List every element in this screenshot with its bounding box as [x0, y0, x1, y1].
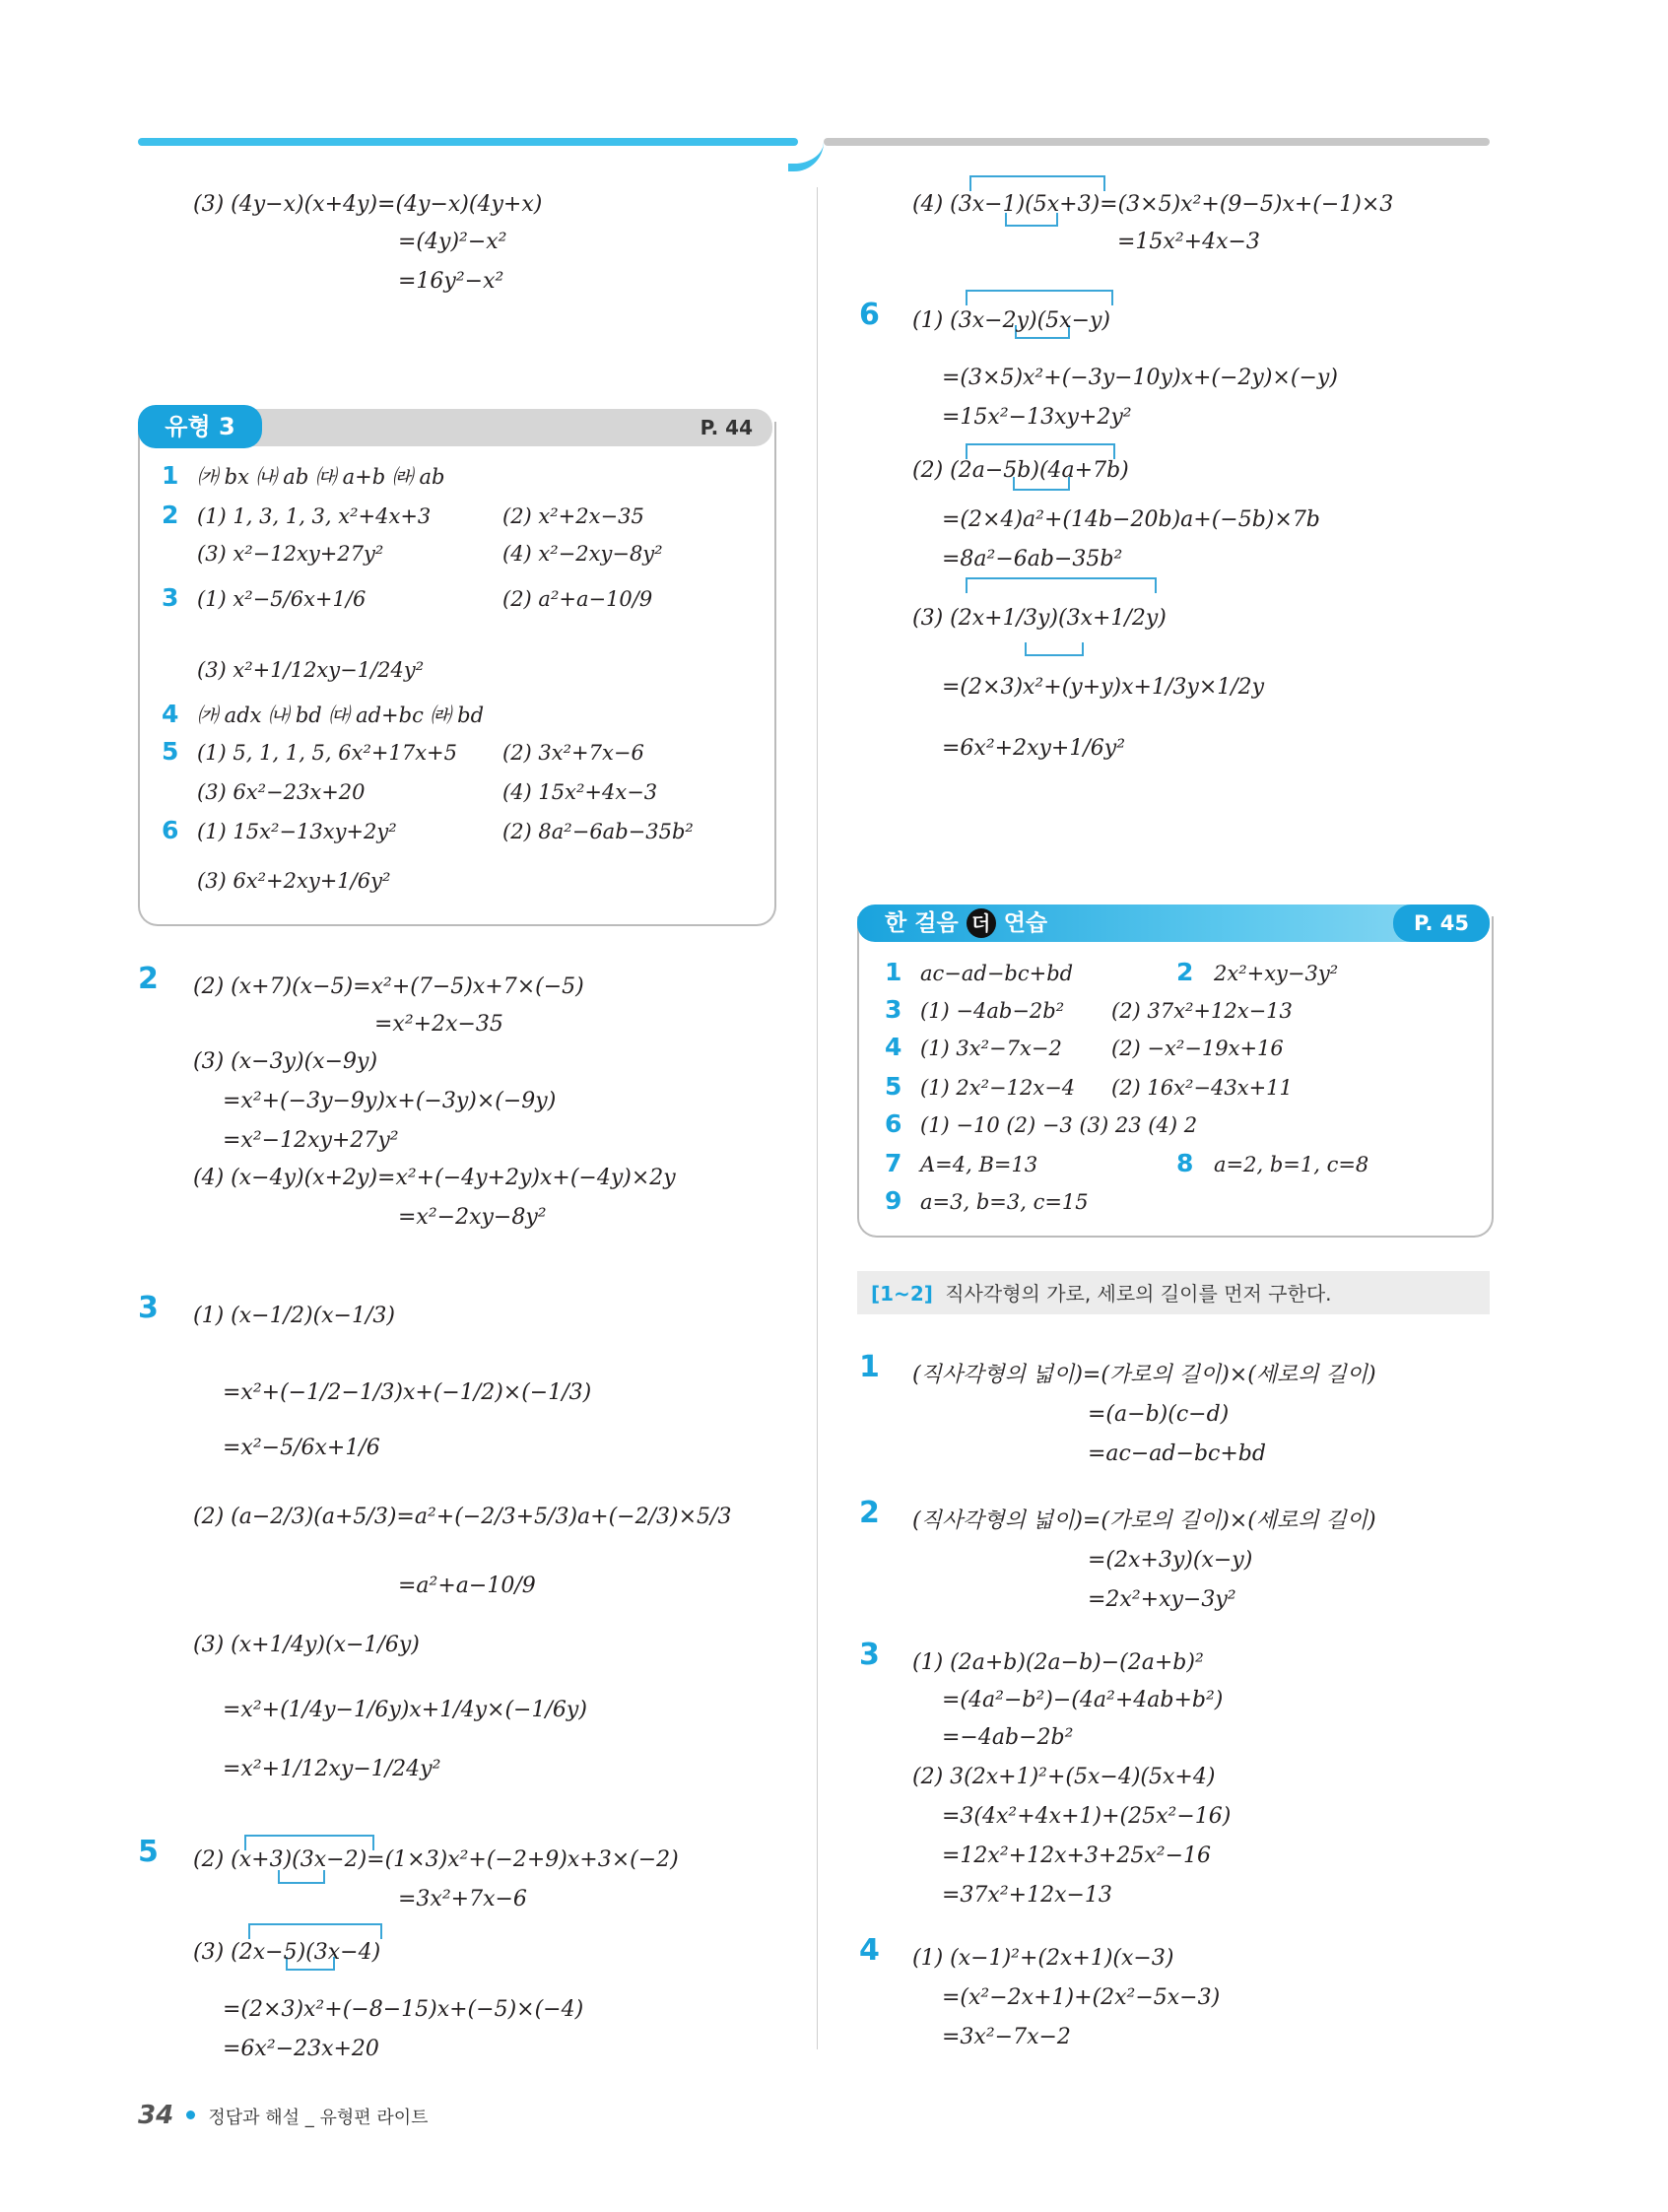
s1-line: =ac−ad−bc+bd [1088, 1441, 1266, 1466]
practice-row-answer-b: a=2, b=1, c=8 [1214, 1153, 1369, 1176]
practice-row-number: 7 [885, 1149, 902, 1177]
q5-line: (2) (x+3)(3x−2)=(1×3)x²+(−2+9)x+3×(−2) [193, 1847, 679, 1872]
r6-line: =6x²+2xy+1/6y² [942, 736, 1126, 761]
q3-line: =x²−5/6x+1/6 [223, 1436, 380, 1460]
practice-row-answer-b: 2x²+xy−3y² [1214, 962, 1339, 985]
type3-row-number: 1 [162, 461, 179, 490]
s3-line: =37x²+12x−13 [942, 1883, 1112, 1908]
left-top-line-1: (3) (4y−x)(x+4y)=(4y−x)(4y+x) [193, 192, 543, 217]
s2-line: =2x²+xy−3y² [1088, 1587, 1236, 1612]
type3-row-number: 4 [162, 700, 179, 728]
q3-line: (1) (x−1/2)(x−1/3) [193, 1304, 395, 1328]
type3-page: P. 44 [700, 416, 753, 439]
practice-row-number: 9 [885, 1186, 902, 1215]
s2-number: 2 [859, 1496, 880, 1530]
q3-line: =x²+1/12xy−1/24y² [223, 1757, 441, 1781]
r6-line: (3) (2x+1/3y)(3x+1/2y) [912, 606, 1167, 631]
s3-line: =3(4x²+4x+1)+(25x²−16) [942, 1804, 1232, 1829]
type3-row-answer-b: (2) 3x²+7x−6 [502, 741, 644, 765]
q2-line: =x²+2x−35 [374, 1012, 503, 1037]
q5-line: =(2×3)x²+(−8−15)x+(−5)×(−4) [223, 1997, 584, 2022]
practice-page: P. 45 [1393, 905, 1490, 942]
type3-page-tab [236, 409, 772, 446]
r6-line: (1) (3x−2y)(5x−y) [912, 308, 1111, 333]
s4-line: =(x²−2x+1)+(2x²−5x−3) [942, 1985, 1221, 2010]
hint-text: 직사각형의 가로, 세로의 길이를 먼저 구한다. [945, 1282, 1332, 1306]
type3-row-answer-a: (1) 15x²−13xy+2y² [197, 820, 397, 843]
type3-row-number: 3 [162, 583, 179, 612]
r6-bracket-outer [966, 290, 1113, 305]
q2-line: (4) (x−4y)(x+2y)=x²+(−4y+2y)x+(−4y)×2y [193, 1166, 676, 1190]
q2-line: =x²−12xy+27y² [223, 1128, 399, 1153]
q5-bracket-outer-2 [248, 1923, 382, 1939]
q3-line: =x²+(−1/2−1/3)x+(−1/2)×(−1/3) [223, 1380, 592, 1405]
q5-line: =6x²−23x+20 [223, 2037, 379, 2061]
s4-line: (1) (x−1)²+(2x+1)(x−3) [912, 1946, 1174, 1971]
s1-number: 1 [859, 1350, 880, 1384]
left-top-line-3: =16y²−x² [398, 269, 504, 294]
type3-label: 유형 3 [138, 405, 262, 448]
practice-row-answer-a: ac−ad−bc+bd [920, 962, 1074, 985]
r6-number: 6 [859, 298, 880, 332]
left-top-line-2: =(4y)²−x² [398, 230, 507, 254]
r6-line: =8a²−6ab−35b² [942, 547, 1123, 571]
type3-row-number: 6 [162, 816, 179, 844]
r6-line: =(3×5)x²+(−3y−10y)x+(−2y)×(−y) [942, 366, 1338, 390]
q3-line: (3) (x+1/4y)(x−1/6y) [193, 1633, 420, 1657]
practice-row-answer-b: (2) 37x²+12x−13 [1111, 999, 1293, 1023]
header-bar-right [824, 138, 1490, 146]
r6-bracket-inner-3 [1025, 642, 1084, 656]
hint-line [871, 1281, 1332, 1307]
q5-number: 5 [138, 1835, 159, 1869]
type3-row-answer-a: ㈎ adx ㈏ bd ㈐ ad+bc ㈑ bd [197, 704, 485, 727]
type3-row-answer-b: (2) 8a²−6ab−35b² [502, 820, 694, 843]
right-top-line-2: =15x²+4x−3 [1117, 230, 1260, 254]
s3-line: (1) (2a+b)(2a−b)−(2a+b)² [912, 1650, 1204, 1675]
s3-number: 3 [859, 1638, 880, 1672]
s2-line: =(2x+3y)(x−y) [1088, 1548, 1253, 1573]
practice-row-answer-a: a=3, b=3, c=15 [920, 1190, 1089, 1214]
q3-line: =a²+a−10/9 [398, 1574, 536, 1598]
type3-row-answer-a: (3) 6x²−23x+20 [197, 780, 366, 804]
practice-row-answer-a: A=4, B=13 [920, 1153, 1038, 1176]
practice-label-b: 더 [967, 908, 996, 938]
footer [138, 2101, 429, 2130]
type3-row-answer-a: (3) x²+1/12xy−1/24y² [197, 658, 425, 682]
q2-line: (3) (x−3y)(x−9y) [193, 1049, 378, 1074]
q5-line: =3x²+7x−6 [398, 1887, 527, 1911]
q2-number: 2 [138, 962, 159, 996]
practice-label [885, 905, 1047, 942]
practice-label-a: 한 걸음 [885, 910, 959, 936]
header-bar-left [138, 138, 798, 146]
s2-line: (직사각형의 넓이)=(가로의 길이)×(세로의 길이) [912, 1508, 1376, 1533]
practice-label-c: 연습 [1003, 910, 1048, 936]
type3-row-answer-a: (3) x²−12xy+27y² [197, 542, 384, 566]
practice-row-number-2: 8 [1176, 1149, 1194, 1177]
footer-text: 정답과 해설 _ 유형편 라이트 [208, 2108, 429, 2128]
r6-bracket-outer-3 [966, 577, 1157, 593]
type3-row-answer-b: (4) x²−2xy−8y² [502, 542, 663, 566]
practice-row-number: 3 [885, 995, 902, 1024]
r6-line: =15x²−13xy+2y² [942, 405, 1132, 430]
s3-line: =12x²+12x+3+25x²−16 [942, 1843, 1212, 1868]
hint-tag: [1~2] [871, 1282, 933, 1306]
q3-number: 3 [138, 1291, 159, 1325]
q3-line: (2) (a−2/3)(a+5/3)=a²+(−2/3+5/3)a+(−2/3)×5/3 [193, 1505, 732, 1529]
type3-row-number: 2 [162, 501, 179, 529]
practice-row-number-2: 2 [1176, 958, 1194, 986]
type3-row-answer-b: (2) a²+a−10/9 [502, 587, 653, 611]
r6-line: =(2×3)x²+(y+y)x+1/3y×1/2y [942, 675, 1265, 700]
type3-row-answer-a: ㈎ bx ㈏ ab ㈐ a+b ㈑ ab [197, 465, 445, 489]
q2-line: =x²−2xy−8y² [398, 1205, 547, 1230]
right-top-line-1: (4) (3x−1)(5x+3)=(3×5)x²+(9−5)x+(−1)×3 [912, 192, 1394, 217]
practice-row-answer-a: (1) −4ab−2b² [920, 999, 1065, 1023]
r4-bracket-outer [969, 175, 1105, 191]
s1-line: =(a−b)(c−d) [1088, 1402, 1230, 1427]
type3-row-answer-a: (3) 6x²+2xy+1/6y² [197, 869, 391, 893]
practice-row-answer-b: (2) −x²−19x+16 [1111, 1037, 1284, 1060]
practice-row-number: 5 [885, 1072, 902, 1101]
r6-line: =(2×4)a²+(14b−20b)a+(−5b)×7b [942, 507, 1320, 532]
practice-row-number: 4 [885, 1033, 902, 1061]
practice-row-number: 6 [885, 1109, 902, 1138]
type3-row-answer-a: (1) 5, 1, 1, 5, 6x²+17x+5 [197, 741, 458, 765]
type3-row-number: 5 [162, 737, 179, 766]
s1-line: (직사각형의 넓이)=(가로의 길이)×(세로의 길이) [912, 1363, 1376, 1387]
practice-row-number: 1 [885, 958, 902, 986]
footer-page-number: 34 [138, 2101, 174, 2130]
footer-dot-icon [186, 2111, 195, 2119]
s4-number: 4 [859, 1933, 880, 1968]
column-divider [817, 187, 818, 2049]
s3-line: =−4ab−2b² [942, 1725, 1074, 1750]
q2-line: =x²+(−3y−9y)x+(−3y)×(−9y) [223, 1089, 557, 1113]
s4-line: =3x²−7x−2 [942, 2025, 1071, 2049]
header-bar-notch [788, 138, 824, 171]
s3-line: =(4a²−b²)−(4a²+4ab+b²) [942, 1688, 1224, 1712]
type3-row-answer-b: (4) 15x²+4x−3 [502, 780, 658, 804]
practice-row-answer-a: (1) 2x²−12x−4 [920, 1076, 1076, 1100]
q2-line: (2) (x+7)(x−5)=x²+(7−5)x+7×(−5) [193, 974, 584, 999]
practice-row-answer-b: (2) 16x²−43x+11 [1111, 1076, 1293, 1100]
practice-row-answer-a: (1) −10 (2) −3 (3) 23 (4) 2 [920, 1113, 1198, 1137]
q3-line: =x²+(1/4y−1/6y)x+1/4y×(−1/6y) [223, 1698, 587, 1722]
q5-line: (3) (2x−5)(3x−4) [193, 1940, 381, 1965]
r6-line: (2) (2a−5b)(4a+7b) [912, 458, 1129, 483]
type3-row-answer-a: (1) 1, 3, 1, 3, x²+4x+3 [197, 504, 432, 528]
s3-line: (2) 3(2x+1)²+(5x−4)(5x+4) [912, 1765, 1216, 1789]
type3-row-answer-a: (1) x²−5/6x+1/6 [197, 587, 367, 611]
type3-row-answer-b: (2) x²+2x−35 [502, 504, 644, 528]
practice-row-answer-a: (1) 3x²−7x−2 [920, 1037, 1062, 1060]
